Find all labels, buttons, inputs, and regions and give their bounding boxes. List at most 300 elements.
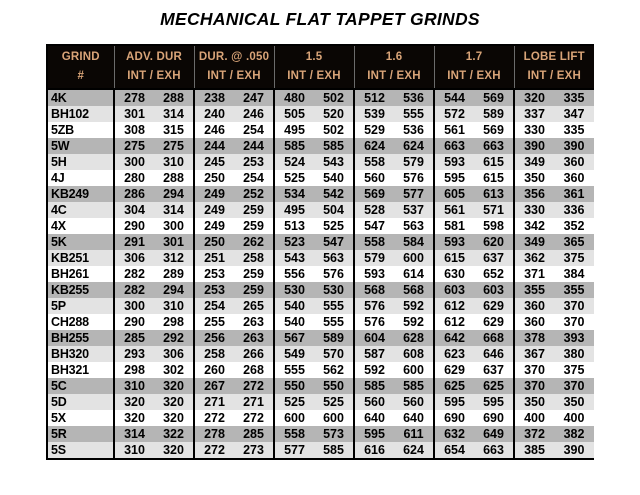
ratio17-exh-cell: 637 bbox=[474, 250, 514, 266]
table-row bbox=[48, 250, 594, 266]
ratio17-exh-cell: 569 bbox=[474, 122, 514, 138]
subheader-ratio-16: INT / EXH bbox=[354, 67, 434, 89]
grind-cell: KB249 bbox=[48, 186, 114, 202]
ratio16-exh-cell: 537 bbox=[394, 202, 434, 218]
subheader-adv-dur: INT / EXH bbox=[114, 67, 194, 89]
ratio17-exh-cell: 603 bbox=[474, 282, 514, 298]
grind-cell: 5H bbox=[48, 154, 114, 170]
ratio16-int-cell: 604 bbox=[354, 330, 394, 346]
subheader-lobe-lift: INT / EXH bbox=[514, 67, 594, 89]
ratio16-exh-cell: 576 bbox=[394, 170, 434, 186]
table-row bbox=[48, 346, 594, 362]
ratio16-exh-cell: 608 bbox=[394, 346, 434, 362]
lobe-lift-exh-cell: 361 bbox=[554, 186, 594, 202]
grinds-table-container bbox=[46, 44, 594, 460]
dur050-int-cell: 267 bbox=[194, 378, 234, 394]
ratio17-int-cell: 612 bbox=[434, 298, 474, 314]
ratio17-int-cell: 612 bbox=[434, 314, 474, 330]
ratio16-int-cell: 585 bbox=[354, 378, 394, 394]
ratio17-int-cell: 595 bbox=[434, 170, 474, 186]
ratio17-int-cell: 663 bbox=[434, 138, 474, 154]
dur050-exh-cell: 268 bbox=[234, 362, 274, 378]
ratio15-exh-cell: 520 bbox=[314, 106, 354, 122]
adv-dur-exh-cell: 314 bbox=[154, 202, 194, 218]
grind-cell: 5W bbox=[48, 138, 114, 154]
ratio16-exh-cell: 624 bbox=[394, 138, 434, 154]
grind-cell: BH261 bbox=[48, 266, 114, 282]
ratio15-int-cell: 540 bbox=[274, 298, 314, 314]
lobe-lift-exh-cell: 336 bbox=[554, 202, 594, 218]
adv-dur-exh-cell: 312 bbox=[154, 250, 194, 266]
lobe-lift-int-cell: 370 bbox=[514, 378, 554, 394]
header-adv-dur: ADV. DUR bbox=[114, 46, 194, 67]
table-row bbox=[48, 122, 594, 138]
ratio16-int-cell: 512 bbox=[354, 89, 394, 106]
dur050-int-cell: 244 bbox=[194, 138, 234, 154]
dur050-int-cell: 238 bbox=[194, 89, 234, 106]
lobe-lift-exh-cell: 370 bbox=[554, 298, 594, 314]
dur050-exh-cell: 265 bbox=[234, 298, 274, 314]
ratio17-int-cell: 572 bbox=[434, 106, 474, 122]
ratio15-int-cell: 480 bbox=[274, 89, 314, 106]
header-row-main bbox=[48, 46, 594, 67]
grind-cell: 5P bbox=[48, 298, 114, 314]
dur050-int-cell: 249 bbox=[194, 202, 234, 218]
ratio16-exh-cell: 584 bbox=[394, 234, 434, 250]
lobe-lift-exh-cell: 375 bbox=[554, 250, 594, 266]
ratio16-exh-cell: 614 bbox=[394, 266, 434, 282]
lobe-lift-int-cell: 337 bbox=[514, 106, 554, 122]
adv-dur-int-cell: 300 bbox=[114, 298, 154, 314]
adv-dur-int-cell: 301 bbox=[114, 106, 154, 122]
table-row bbox=[48, 426, 594, 442]
lobe-lift-int-cell: 385 bbox=[514, 442, 554, 458]
ratio16-int-cell: 595 bbox=[354, 426, 394, 442]
table-row bbox=[48, 154, 594, 170]
grind-cell: BH102 bbox=[48, 106, 114, 122]
dur050-int-cell: 250 bbox=[194, 234, 234, 250]
table-row bbox=[48, 170, 594, 186]
adv-dur-exh-cell: 288 bbox=[154, 89, 194, 106]
dur050-int-cell: 240 bbox=[194, 106, 234, 122]
ratio15-exh-cell: 555 bbox=[314, 298, 354, 314]
lobe-lift-int-cell: 350 bbox=[514, 170, 554, 186]
grind-cell: 5S bbox=[48, 442, 114, 458]
subheader-dur-050: INT / EXH bbox=[194, 67, 274, 89]
table-body bbox=[48, 89, 594, 458]
grind-cell: CH288 bbox=[48, 314, 114, 330]
dur050-int-cell: 271 bbox=[194, 394, 234, 410]
ratio15-int-cell: 530 bbox=[274, 282, 314, 298]
adv-dur-int-cell: 306 bbox=[114, 250, 154, 266]
ratio17-int-cell: 561 bbox=[434, 202, 474, 218]
header-ratio-15: 1.5 bbox=[274, 46, 354, 67]
header-dur-050: DUR. @ .050 bbox=[194, 46, 274, 67]
ratio15-exh-cell: 585 bbox=[314, 442, 354, 458]
adv-dur-int-cell: 300 bbox=[114, 154, 154, 170]
adv-dur-int-cell: 286 bbox=[114, 186, 154, 202]
dur050-exh-cell: 246 bbox=[234, 106, 274, 122]
ratio16-int-cell: 558 bbox=[354, 154, 394, 170]
adv-dur-int-cell: 320 bbox=[114, 394, 154, 410]
lobe-lift-exh-cell: 382 bbox=[554, 426, 594, 442]
dur050-int-cell: 254 bbox=[194, 298, 234, 314]
ratio16-int-cell: 560 bbox=[354, 170, 394, 186]
ratio17-exh-cell: 668 bbox=[474, 330, 514, 346]
dur050-exh-cell: 266 bbox=[234, 346, 274, 362]
adv-dur-exh-cell: 314 bbox=[154, 106, 194, 122]
dur050-int-cell: 253 bbox=[194, 266, 234, 282]
ratio15-exh-cell: 573 bbox=[314, 426, 354, 442]
ratio15-int-cell: 524 bbox=[274, 154, 314, 170]
ratio17-exh-cell: 625 bbox=[474, 378, 514, 394]
ratio15-exh-cell: 589 bbox=[314, 330, 354, 346]
lobe-lift-int-cell: 349 bbox=[514, 234, 554, 250]
subheader-ratio-15: INT / EXH bbox=[274, 67, 354, 89]
lobe-lift-int-cell: 360 bbox=[514, 298, 554, 314]
lobe-lift-exh-cell: 347 bbox=[554, 106, 594, 122]
grind-cell: KB251 bbox=[48, 250, 114, 266]
ratio17-int-cell: 581 bbox=[434, 218, 474, 234]
ratio16-int-cell: 593 bbox=[354, 266, 394, 282]
grind-cell: 5ZB bbox=[48, 122, 114, 138]
ratio17-int-cell: 690 bbox=[434, 410, 474, 426]
ratio16-exh-cell: 555 bbox=[394, 106, 434, 122]
lobe-lift-int-cell: 355 bbox=[514, 282, 554, 298]
header-row-sub bbox=[48, 67, 594, 89]
dur050-int-cell: 253 bbox=[194, 282, 234, 298]
adv-dur-int-cell: 282 bbox=[114, 282, 154, 298]
ratio16-exh-cell: 640 bbox=[394, 410, 434, 426]
subheader-grind: # bbox=[48, 67, 114, 89]
adv-dur-exh-cell: 315 bbox=[154, 122, 194, 138]
ratio17-exh-cell: 646 bbox=[474, 346, 514, 362]
grind-cell: BH321 bbox=[48, 362, 114, 378]
ratio17-exh-cell: 595 bbox=[474, 394, 514, 410]
adv-dur-exh-cell: 294 bbox=[154, 282, 194, 298]
dur050-exh-cell: 259 bbox=[234, 266, 274, 282]
ratio15-int-cell: 525 bbox=[274, 170, 314, 186]
lobe-lift-int-cell: 330 bbox=[514, 122, 554, 138]
ratio15-exh-cell: 502 bbox=[314, 89, 354, 106]
header-lobe-lift: LOBE LIFT bbox=[514, 46, 594, 67]
ratio16-exh-cell: 592 bbox=[394, 298, 434, 314]
table-row bbox=[48, 442, 594, 458]
grind-cell: BH320 bbox=[48, 346, 114, 362]
ratio16-exh-cell: 579 bbox=[394, 154, 434, 170]
ratio16-int-cell: 560 bbox=[354, 394, 394, 410]
ratio15-int-cell: 567 bbox=[274, 330, 314, 346]
lobe-lift-exh-cell: 375 bbox=[554, 362, 594, 378]
ratio15-exh-cell: 585 bbox=[314, 138, 354, 154]
lobe-lift-int-cell: 367 bbox=[514, 346, 554, 362]
dur050-int-cell: 278 bbox=[194, 426, 234, 442]
table-row bbox=[48, 218, 594, 234]
ratio15-exh-cell: 530 bbox=[314, 282, 354, 298]
table-row bbox=[48, 186, 594, 202]
header-grind: GRIND bbox=[48, 46, 114, 67]
lobe-lift-exh-cell: 393 bbox=[554, 330, 594, 346]
ratio16-exh-cell: 536 bbox=[394, 89, 434, 106]
dur050-exh-cell: 254 bbox=[234, 170, 274, 186]
ratio16-exh-cell: 577 bbox=[394, 186, 434, 202]
dur050-exh-cell: 272 bbox=[234, 410, 274, 426]
dur050-int-cell: 256 bbox=[194, 330, 234, 346]
table-row bbox=[48, 202, 594, 218]
ratio16-int-cell: 558 bbox=[354, 234, 394, 250]
ratio16-exh-cell: 611 bbox=[394, 426, 434, 442]
ratio17-exh-cell: 598 bbox=[474, 218, 514, 234]
grind-cell: 4C bbox=[48, 202, 114, 218]
adv-dur-int-cell: 291 bbox=[114, 234, 154, 250]
grind-cell: 4K bbox=[48, 89, 114, 106]
ratio15-int-cell: 600 bbox=[274, 410, 314, 426]
lobe-lift-exh-cell: 352 bbox=[554, 218, 594, 234]
lobe-lift-exh-cell: 384 bbox=[554, 266, 594, 282]
dur050-exh-cell: 247 bbox=[234, 89, 274, 106]
ratio17-exh-cell: 663 bbox=[474, 138, 514, 154]
adv-dur-int-cell: 290 bbox=[114, 218, 154, 234]
ratio16-int-cell: 592 bbox=[354, 362, 394, 378]
adv-dur-exh-cell: 306 bbox=[154, 346, 194, 362]
adv-dur-int-cell: 285 bbox=[114, 330, 154, 346]
dur050-exh-cell: 272 bbox=[234, 378, 274, 394]
ratio15-int-cell: 495 bbox=[274, 202, 314, 218]
lobe-lift-int-cell: 362 bbox=[514, 250, 554, 266]
adv-dur-exh-cell: 289 bbox=[154, 266, 194, 282]
ratio17-exh-cell: 589 bbox=[474, 106, 514, 122]
lobe-lift-int-cell: 390 bbox=[514, 138, 554, 154]
grinds-table bbox=[48, 46, 594, 458]
ratio17-int-cell: 605 bbox=[434, 186, 474, 202]
lobe-lift-exh-cell: 370 bbox=[554, 314, 594, 330]
ratio16-int-cell: 547 bbox=[354, 218, 394, 234]
lobe-lift-int-cell: 356 bbox=[514, 186, 554, 202]
ratio15-exh-cell: 600 bbox=[314, 410, 354, 426]
dur050-exh-cell: 273 bbox=[234, 442, 274, 458]
ratio17-exh-cell: 615 bbox=[474, 170, 514, 186]
ratio16-int-cell: 576 bbox=[354, 314, 394, 330]
adv-dur-exh-cell: 320 bbox=[154, 442, 194, 458]
dur050-exh-cell: 253 bbox=[234, 154, 274, 170]
header-ratio-16: 1.6 bbox=[354, 46, 434, 67]
adv-dur-exh-cell: 322 bbox=[154, 426, 194, 442]
ratio16-int-cell: 624 bbox=[354, 138, 394, 154]
ratio15-int-cell: 549 bbox=[274, 346, 314, 362]
adv-dur-exh-cell: 320 bbox=[154, 394, 194, 410]
ratio16-exh-cell: 624 bbox=[394, 442, 434, 458]
ratio16-int-cell: 568 bbox=[354, 282, 394, 298]
adv-dur-int-cell: 310 bbox=[114, 442, 154, 458]
dur050-exh-cell: 259 bbox=[234, 218, 274, 234]
dur050-int-cell: 245 bbox=[194, 154, 234, 170]
ratio17-int-cell: 561 bbox=[434, 122, 474, 138]
lobe-lift-exh-cell: 360 bbox=[554, 154, 594, 170]
ratio15-int-cell: 495 bbox=[274, 122, 314, 138]
dur050-exh-cell: 258 bbox=[234, 250, 274, 266]
adv-dur-int-cell: 293 bbox=[114, 346, 154, 362]
adv-dur-int-cell: 290 bbox=[114, 314, 154, 330]
grind-cell: KB255 bbox=[48, 282, 114, 298]
table-row bbox=[48, 410, 594, 426]
page-title: MECHANICAL FLAT TAPPET GRINDS bbox=[160, 9, 480, 29]
ratio17-int-cell: 623 bbox=[434, 346, 474, 362]
dur050-exh-cell: 252 bbox=[234, 186, 274, 202]
grind-cell: 4J bbox=[48, 170, 114, 186]
lobe-lift-int-cell: 400 bbox=[514, 410, 554, 426]
lobe-lift-exh-cell: 380 bbox=[554, 346, 594, 362]
table-row bbox=[48, 106, 594, 122]
lobe-lift-exh-cell: 390 bbox=[554, 442, 594, 458]
ratio17-exh-cell: 629 bbox=[474, 314, 514, 330]
ratio17-exh-cell: 615 bbox=[474, 154, 514, 170]
dur050-exh-cell: 259 bbox=[234, 202, 274, 218]
grind-cell: 5C bbox=[48, 378, 114, 394]
ratio15-int-cell: 550 bbox=[274, 378, 314, 394]
ratio15-exh-cell: 576 bbox=[314, 266, 354, 282]
dur050-int-cell: 272 bbox=[194, 410, 234, 426]
adv-dur-exh-cell: 310 bbox=[154, 154, 194, 170]
ratio15-int-cell: 556 bbox=[274, 266, 314, 282]
table-row bbox=[48, 138, 594, 154]
table-row bbox=[48, 394, 594, 410]
lobe-lift-exh-cell: 360 bbox=[554, 170, 594, 186]
ratio16-exh-cell: 600 bbox=[394, 250, 434, 266]
ratio16-int-cell: 569 bbox=[354, 186, 394, 202]
ratio16-exh-cell: 600 bbox=[394, 362, 434, 378]
adv-dur-exh-cell: 300 bbox=[154, 218, 194, 234]
lobe-lift-exh-cell: 335 bbox=[554, 122, 594, 138]
ratio17-exh-cell: 571 bbox=[474, 202, 514, 218]
dur050-int-cell: 272 bbox=[194, 442, 234, 458]
lobe-lift-int-cell: 320 bbox=[514, 89, 554, 106]
ratio17-int-cell: 654 bbox=[434, 442, 474, 458]
adv-dur-exh-cell: 298 bbox=[154, 314, 194, 330]
ratio16-int-cell: 529 bbox=[354, 122, 394, 138]
grind-cell: 5K bbox=[48, 234, 114, 250]
ratio15-exh-cell: 570 bbox=[314, 346, 354, 362]
ratio15-int-cell: 543 bbox=[274, 250, 314, 266]
ratio16-int-cell: 579 bbox=[354, 250, 394, 266]
ratio16-exh-cell: 592 bbox=[394, 314, 434, 330]
adv-dur-exh-cell: 288 bbox=[154, 170, 194, 186]
adv-dur-exh-cell: 302 bbox=[154, 362, 194, 378]
lobe-lift-int-cell: 371 bbox=[514, 266, 554, 282]
ratio17-exh-cell: 652 bbox=[474, 266, 514, 282]
adv-dur-int-cell: 278 bbox=[114, 89, 154, 106]
ratio17-exh-cell: 637 bbox=[474, 362, 514, 378]
table-row bbox=[48, 362, 594, 378]
ratio16-int-cell: 616 bbox=[354, 442, 394, 458]
ratio17-exh-cell: 613 bbox=[474, 186, 514, 202]
table-row bbox=[48, 282, 594, 298]
dur050-int-cell: 246 bbox=[194, 122, 234, 138]
lobe-lift-exh-cell: 390 bbox=[554, 138, 594, 154]
grind-cell: 5R bbox=[48, 426, 114, 442]
ratio16-int-cell: 539 bbox=[354, 106, 394, 122]
lobe-lift-exh-cell: 355 bbox=[554, 282, 594, 298]
ratio16-exh-cell: 536 bbox=[394, 122, 434, 138]
ratio15-exh-cell: 562 bbox=[314, 362, 354, 378]
ratio16-int-cell: 576 bbox=[354, 298, 394, 314]
grind-cell: 4X bbox=[48, 218, 114, 234]
dur050-int-cell: 255 bbox=[194, 314, 234, 330]
adv-dur-exh-cell: 294 bbox=[154, 186, 194, 202]
ratio15-exh-cell: 540 bbox=[314, 170, 354, 186]
ratio17-int-cell: 615 bbox=[434, 250, 474, 266]
ratio15-int-cell: 555 bbox=[274, 362, 314, 378]
dur050-int-cell: 251 bbox=[194, 250, 234, 266]
dur050-exh-cell: 263 bbox=[234, 330, 274, 346]
table-row bbox=[48, 298, 594, 314]
ratio17-exh-cell: 620 bbox=[474, 234, 514, 250]
ratio17-int-cell: 632 bbox=[434, 426, 474, 442]
ratio17-int-cell: 629 bbox=[434, 362, 474, 378]
adv-dur-exh-cell: 292 bbox=[154, 330, 194, 346]
ratio15-exh-cell: 542 bbox=[314, 186, 354, 202]
adv-dur-exh-cell: 275 bbox=[154, 138, 194, 154]
adv-dur-exh-cell: 301 bbox=[154, 234, 194, 250]
adv-dur-int-cell: 314 bbox=[114, 426, 154, 442]
ratio15-int-cell: 577 bbox=[274, 442, 314, 458]
lobe-lift-int-cell: 349 bbox=[514, 154, 554, 170]
dur050-exh-cell: 263 bbox=[234, 314, 274, 330]
dur050-int-cell: 249 bbox=[194, 218, 234, 234]
ratio17-int-cell: 625 bbox=[434, 378, 474, 394]
adv-dur-int-cell: 310 bbox=[114, 378, 154, 394]
ratio17-int-cell: 642 bbox=[434, 330, 474, 346]
lobe-lift-exh-cell: 335 bbox=[554, 89, 594, 106]
dur050-int-cell: 258 bbox=[194, 346, 234, 362]
ratio15-int-cell: 558 bbox=[274, 426, 314, 442]
table-header bbox=[48, 46, 594, 89]
dur050-int-cell: 249 bbox=[194, 186, 234, 202]
grind-cell: BH255 bbox=[48, 330, 114, 346]
lobe-lift-int-cell: 378 bbox=[514, 330, 554, 346]
ratio16-exh-cell: 563 bbox=[394, 218, 434, 234]
ratio15-int-cell: 534 bbox=[274, 186, 314, 202]
lobe-lift-int-cell: 350 bbox=[514, 394, 554, 410]
table-row bbox=[48, 378, 594, 394]
table-row bbox=[48, 89, 594, 106]
adv-dur-int-cell: 308 bbox=[114, 122, 154, 138]
ratio17-int-cell: 593 bbox=[434, 234, 474, 250]
adv-dur-exh-cell: 310 bbox=[154, 298, 194, 314]
header-ratio-17: 1.7 bbox=[434, 46, 514, 67]
ratio16-int-cell: 640 bbox=[354, 410, 394, 426]
adv-dur-int-cell: 280 bbox=[114, 170, 154, 186]
ratio15-exh-cell: 550 bbox=[314, 378, 354, 394]
ratio16-exh-cell: 560 bbox=[394, 394, 434, 410]
dur050-exh-cell: 254 bbox=[234, 122, 274, 138]
lobe-lift-exh-cell: 370 bbox=[554, 378, 594, 394]
ratio17-int-cell: 630 bbox=[434, 266, 474, 282]
grind-cell: 5X bbox=[48, 410, 114, 426]
ratio17-exh-cell: 690 bbox=[474, 410, 514, 426]
adv-dur-int-cell: 320 bbox=[114, 410, 154, 426]
dur050-int-cell: 250 bbox=[194, 170, 234, 186]
subheader-ratio-17: INT / EXH bbox=[434, 67, 514, 89]
adv-dur-int-cell: 298 bbox=[114, 362, 154, 378]
ratio15-int-cell: 513 bbox=[274, 218, 314, 234]
ratio15-int-cell: 505 bbox=[274, 106, 314, 122]
ratio17-int-cell: 603 bbox=[434, 282, 474, 298]
ratio17-int-cell: 544 bbox=[434, 89, 474, 106]
lobe-lift-int-cell: 342 bbox=[514, 218, 554, 234]
dur050-exh-cell: 271 bbox=[234, 394, 274, 410]
adv-dur-exh-cell: 320 bbox=[154, 410, 194, 426]
ratio15-exh-cell: 502 bbox=[314, 122, 354, 138]
